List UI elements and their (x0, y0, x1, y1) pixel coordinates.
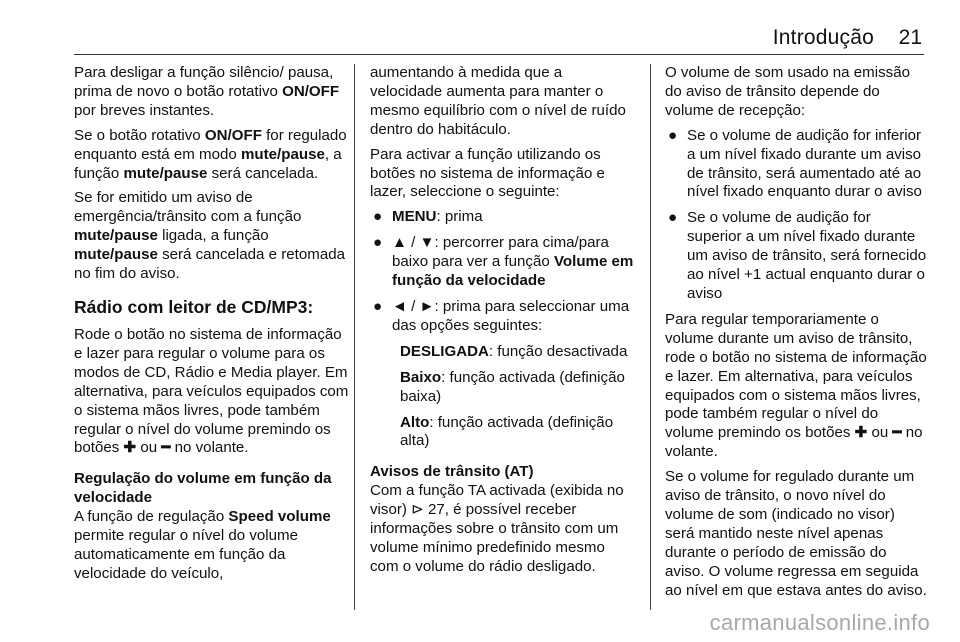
column-1 (74, 64, 349, 590)
header-rule (74, 54, 924, 55)
bullet-icon: ● (668, 126, 678, 144)
paragraph-onoff-rotary: Se o botão rotativo ON/OFF for regulado enquanto está em modo mute/pause, a função mute/pause será cancelada. (74, 126, 347, 182)
page-reference-icon: ⊳ (411, 501, 424, 519)
bullet-icon: ● (373, 297, 383, 315)
plus-icon: ✚ (854, 424, 868, 442)
minus-icon: ━ (892, 424, 902, 442)
paragraph-speed-volume: A função de regulação Speed volume permite regular o nível do volume automaticamente em função da velocidade do veículo, (74, 508, 331, 582)
heading-traffic-announcements: Avisos de trânsito (AT) (370, 463, 534, 481)
bullet-icon: ● (373, 234, 383, 252)
bullet-lower-volume: ● Se o volume de audição for inferior a um nível fixado durante um aviso de trânsito, será aumentado até ao nível fixado enquanto durar o aviso (668, 126, 922, 201)
page-header (0, 0, 960, 56)
paragraph-speed-continued: aumentando à medida que a velocidade aumenta para manter o mesmo equilíbrio com o nível de ruído dentro do habitáculo. (370, 64, 626, 138)
option-high: Alto: função activada (definição alta) (400, 413, 614, 450)
heading-radio-cd-mp3: Rádio com leitor de CD/MP3: (74, 296, 314, 317)
minus-icon: ━ (161, 439, 171, 457)
bullet-select-option: ● ◄ / ►: prima para seleccionar uma das opções seguintes: (373, 297, 630, 334)
paragraph-announcement-volume: O volume de som usado na emissão do aviso de trânsito depende do volume de recepção: (665, 64, 910, 119)
paragraph-ta-function: Com a função TA activada (exibida no visor) ⊳ 27, é possível receber informações sobre o trânsito com um volume mínimo predefinido mesmo com o volume do rádio desligado. (370, 482, 624, 575)
paragraph-mute-off: Para desligar a função silêncio/ pausa, prima de novo o botão rotativo ON/OFF por breves instantes. (74, 64, 340, 119)
bullet-icon: ● (668, 209, 678, 227)
bullet-scroll: ● ▲ / ▼: percorrer para cima/para baixo para ver a função Volume em função da velocidade (373, 234, 634, 290)
bullet-higher-volume: ● Se o volume de audição for superior a um nível fixado durante um aviso de trânsito, será fornecido ao nível +1 actual enquanto durar o aviso (668, 209, 927, 302)
column-divider-1 (354, 64, 355, 610)
column-2 (370, 64, 636, 583)
page-title: Introdução (772, 26, 874, 49)
page-number: 21 (898, 26, 922, 49)
bullet-icon: ● (373, 208, 383, 226)
watermark: carmanualsonline.info (709, 610, 930, 635)
paragraph-emergency-notice: Se for emitido um aviso de emergência/trânsito com a função mute/pause ligada, a função mute/pause será cancelada e retomada no fim do aviso. (74, 189, 346, 283)
paragraph-volume-adjust: Rode o botão no sistema de informação e lazer para regular o volume para os modos de CD, Rádio e Media player. Em alternativa, para veículos equipados com o sistema mãos livres, pode também regular o nível do volume premindo os botões ✚ ou ━ no volante. (74, 325, 349, 457)
paragraph-activate-function: Para activar a função utilizando os botões no sistema de informação e lazer, seleccione o seguinte: (370, 145, 605, 201)
column-3 (665, 64, 927, 606)
option-off: DESLIGADA: função desactivada (400, 342, 628, 360)
column-divider-2 (650, 64, 651, 610)
paragraph-temporary-adjust: Para regular temporariamente o volume durante um aviso de trânsito, rode o botão no sistema de informação e lazer. Em alternativa, para veículos equipados com o sistema mãos livres, pode também regular o nível do volume premindo os botões ✚ ou ━ no volante. (665, 310, 927, 461)
bullet-menu: ● MENU: prima (373, 208, 483, 226)
plus-icon: ✚ (123, 439, 137, 457)
heading-speed-volume: Regulação do volume em função da velocidade (74, 470, 332, 507)
option-low: Baixo: função activada (definição baixa) (400, 368, 625, 405)
paragraph-volume-during-announcement: Se o volume for regulado durante um aviso de trânsito, o novo nível do volume de som (indicado no visor) será mantido neste nível apenas durante o período de emissão do aviso. O volume regressa em seguida ao nível em que estava antes do aviso. (665, 468, 927, 599)
